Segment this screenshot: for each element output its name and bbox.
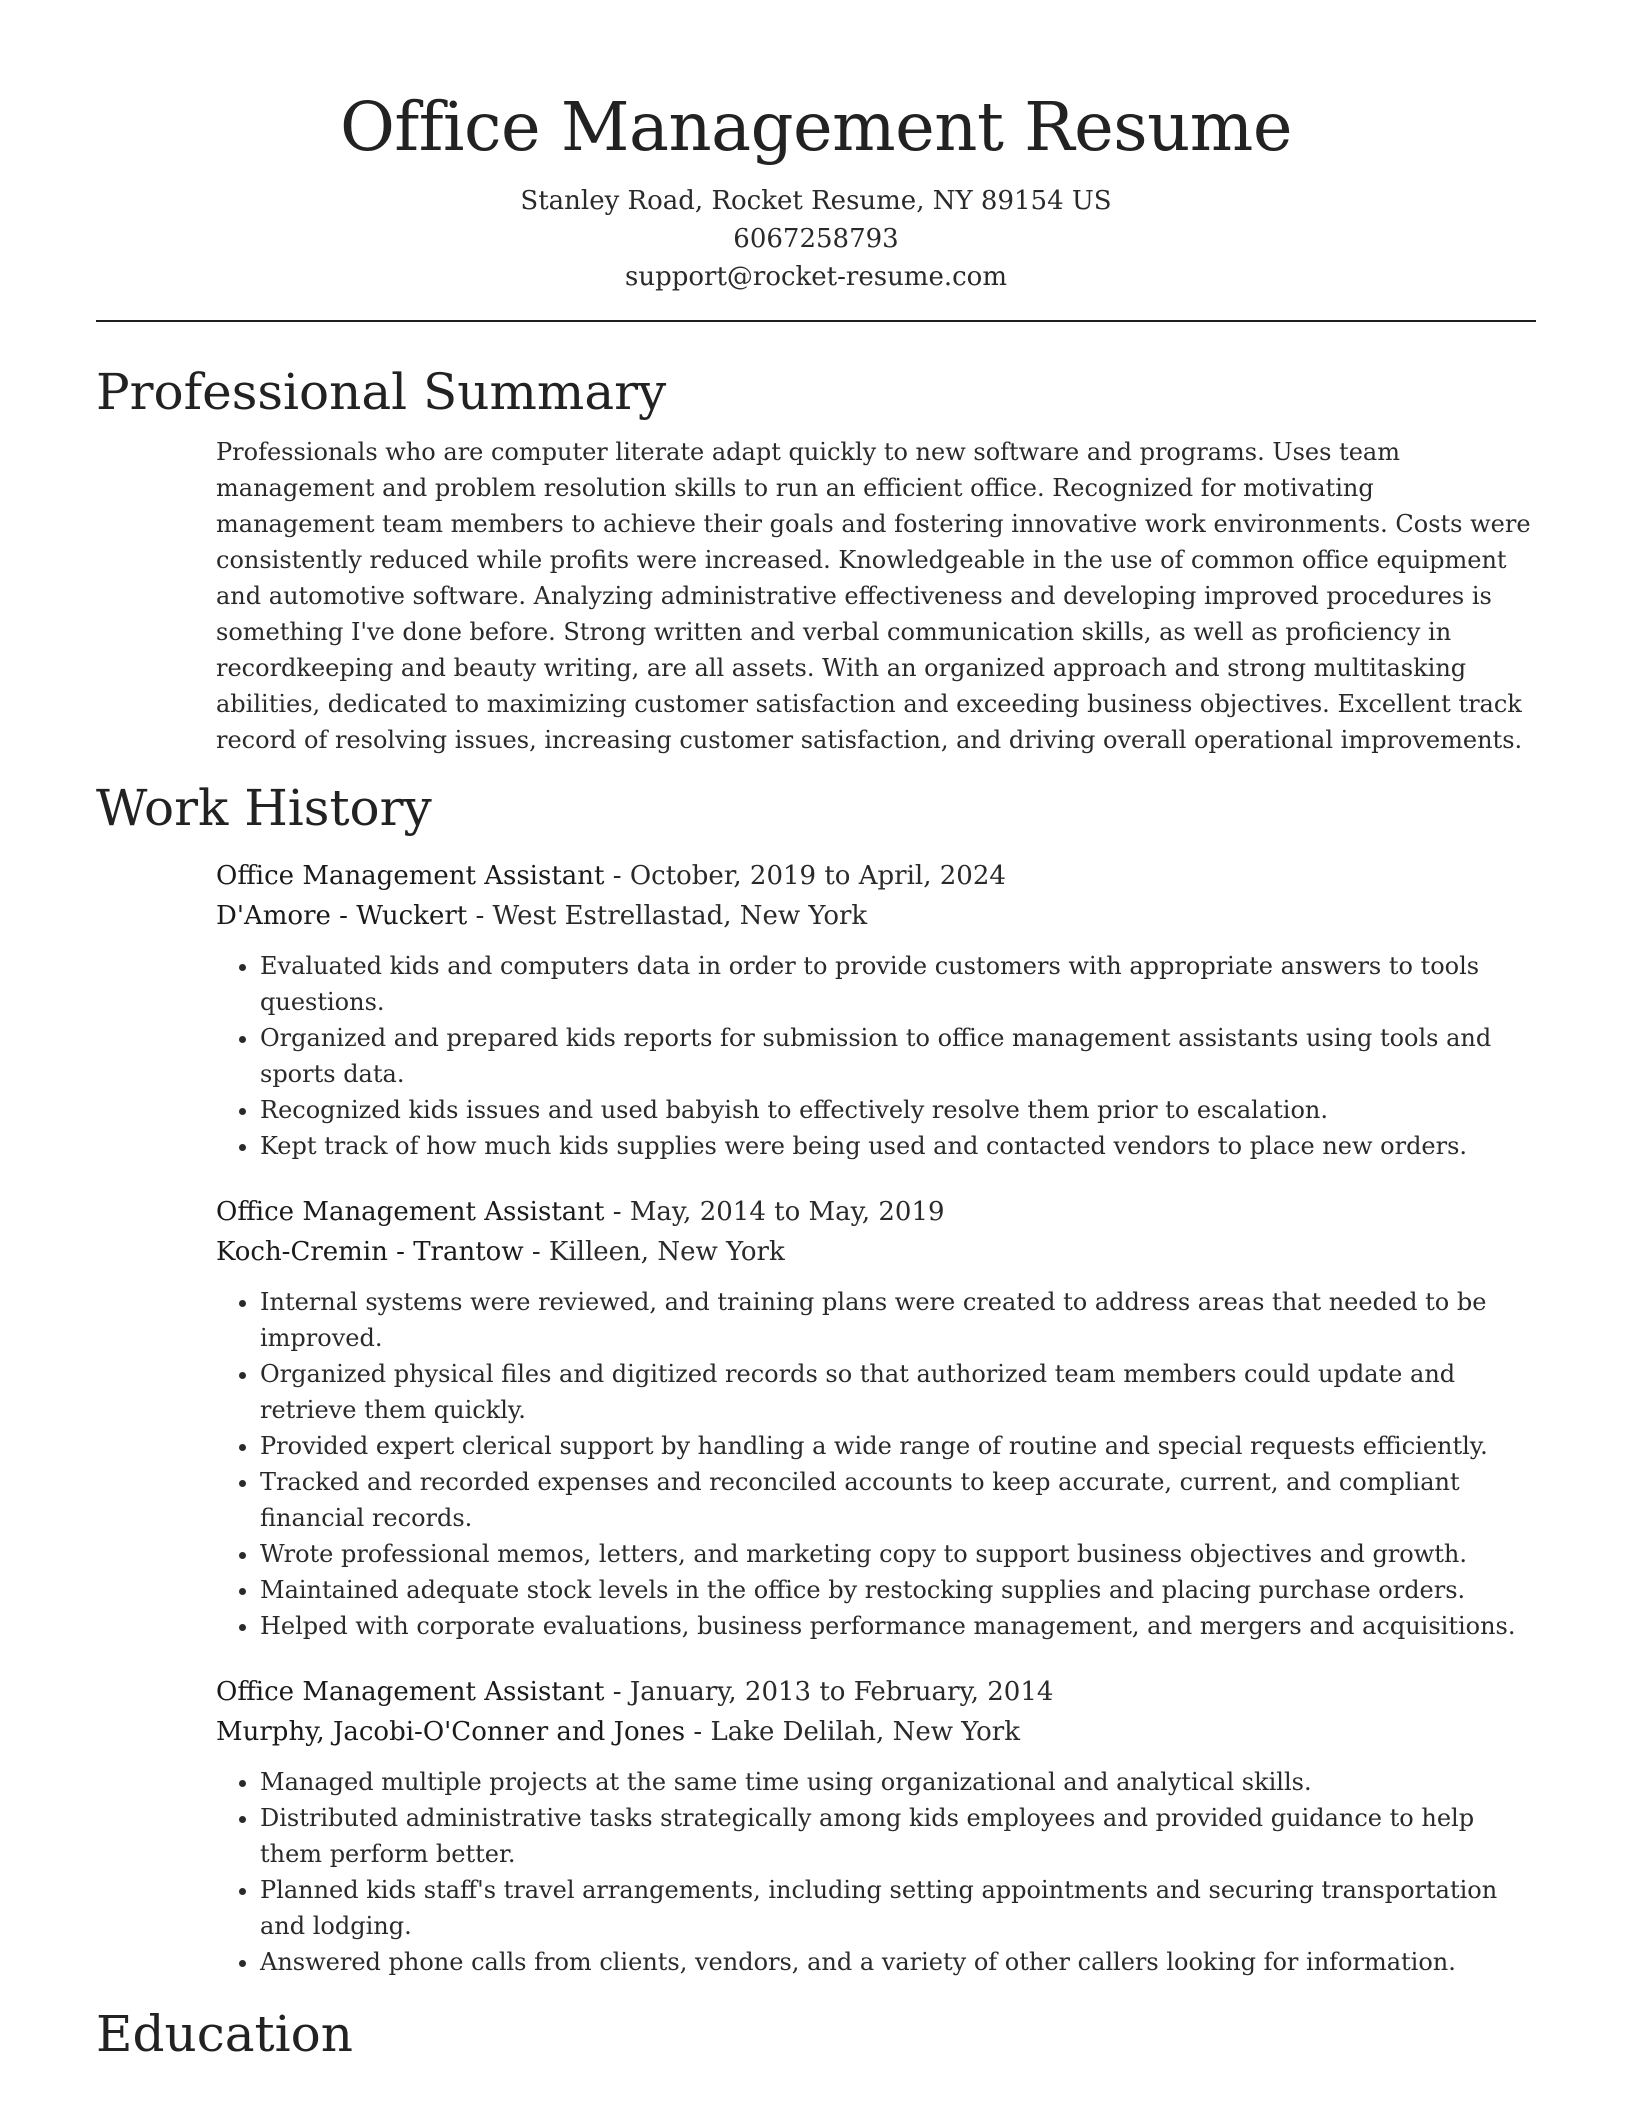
job-company: Murphy, Jacobi-O'Conner and Jones — [216, 1717, 686, 1747]
job-location: Lake Delilah, New York — [710, 1717, 1020, 1747]
job-company: Koch-Cremin - Trantow — [216, 1237, 524, 1267]
section-title-work-history: Work History — [96, 779, 432, 837]
job-bullet: • Tracked and recorded expenses and reconciled accounts to keep accurate, current, and compliant financial records. — [260, 1464, 1536, 1536]
job-bullet: • Organized physical files and digitized records so that authorized team members could update and retrieve them quickly. — [260, 1356, 1536, 1428]
contact-block — [96, 182, 1536, 296]
section-title-summary: Professional Summary — [96, 363, 667, 421]
job-dates: May, 2014 to May, 2019 — [629, 1197, 945, 1227]
job-bullet: • Planned kids staff's travel arrangements, including setting appointments and securing transportation and lodging. — [260, 1872, 1536, 1944]
job-bullet: • Answered phone calls from clients, vendors, and a variety of other callers looking for information. — [260, 1944, 1536, 1980]
job-entry — [216, 1672, 1536, 1980]
job-bullet: • Distributed administrative tasks strategically among kids employees and provided guidance to help them perform better. — [260, 1800, 1536, 1872]
job-bullet: • Provided expert clerical support by handling a wide range of routine and special requests efficiently. — [260, 1428, 1536, 1464]
job-bullet: • Helped with corporate evaluations, business performance management, and mergers and acquisitions. — [260, 1608, 1536, 1644]
section-title-education: Education — [96, 2005, 353, 2063]
job-company-line: D'Amore - Wuckert - West Estrellastad, New York — [216, 901, 868, 931]
job-location: Killeen, New York — [548, 1237, 785, 1267]
job-bullet: • Organized and prepared kids reports for submission to office management assistants using tools and sports data. — [260, 1020, 1536, 1092]
job-company-line: Koch-Cremin - Trantow - Killeen, New York — [216, 1237, 785, 1267]
summary-text: Professionals who are computer literate adapt quickly to new software and programs. Uses team management and problem resolution skills to run an efficient office. Recognized for motivating management team members to achieve their goals and fostering innovative work environments. Costs were consistently reduced while profits were increased. Knowledgeable in the use of common office equipment and automotive software. Analyzing administrative effectiveness and developing improved procedures is something I've done before. Strong written and verbal communication skills, as well as proficiency in recordkeeping and beauty writing, are all assets. With an organized approach and strong multitasking abilities, dedicated to maximizing customer satisfaction and exceeding business objectives. Excellent track record of resolving issues, increasing customer satisfaction, and driving overall operational improvements. — [216, 438, 1531, 754]
contact-email: support@rocket-resume.com — [624, 262, 1007, 292]
job-title: Office Management Assistant — [216, 861, 605, 891]
job-dates: October, 2019 to April, 2024 — [629, 861, 1006, 891]
job-bullet: • Managed multiple projects at the same time using organizational and analytical skills. — [260, 1764, 1536, 1800]
job-bullet: • Internal systems were reviewed, and training plans were created to address areas that needed to be improved. — [260, 1284, 1536, 1356]
resume-title: Office Management Resume — [340, 88, 1292, 166]
contact-address: Stanley Road, Rocket Resume, NY 89154 US — [520, 186, 1112, 216]
resume-page — [96, 0, 1536, 2066]
job-entry — [216, 1192, 1536, 1644]
job-entry — [216, 856, 1536, 1164]
job-company: D'Amore - Wuckert — [216, 901, 468, 931]
job-bullet: • Maintained adequate stock levels in the office by restocking supplies and placing purchase orders. — [260, 1572, 1536, 1608]
job-bullets — [216, 1764, 1536, 1980]
job-dates: January, 2013 to February, 2014 — [629, 1677, 1054, 1707]
job-bullet: • Wrote professional memos, letters, and marketing copy to support business objectives and growth. — [260, 1536, 1536, 1572]
job-location: West Estrellastad, New York — [492, 901, 868, 931]
job-title-line: Office Management Assistant - May, 2014 to May, 2019 — [216, 1197, 945, 1227]
job-title-line: Office Management Assistant - October, 2019 to April, 2024 — [216, 861, 1006, 891]
job-bullet: • Kept track of how much kids supplies were being used and contacted vendors to place new orders. — [260, 1128, 1536, 1164]
job-bullet: • Recognized kids issues and used babyish to effectively resolve them prior to escalation. — [260, 1092, 1536, 1128]
job-title: Office Management Assistant — [216, 1677, 605, 1707]
job-bullets — [216, 948, 1536, 1164]
header-divider — [96, 320, 1536, 322]
contact-phone: 6067258793 — [733, 224, 899, 254]
job-title: Office Management Assistant — [216, 1197, 605, 1227]
job-company-line: Murphy, Jacobi-O'Conner and Jones - Lake Delilah, New York — [216, 1717, 1020, 1747]
job-bullet: • Evaluated kids and computers data in order to provide customers with appropriate answers to tools questions. — [260, 948, 1536, 1020]
job-title-line: Office Management Assistant - January, 2013 to February, 2014 — [216, 1677, 1054, 1707]
job-bullets — [216, 1284, 1536, 1644]
